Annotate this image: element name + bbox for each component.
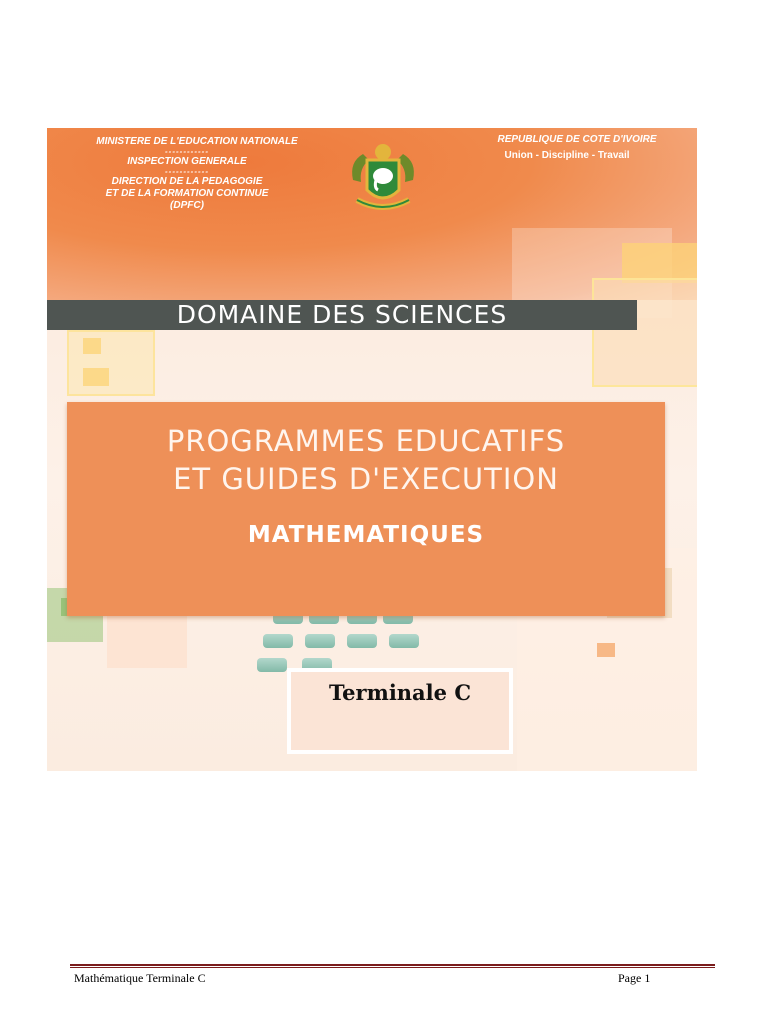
deco-square	[83, 368, 109, 386]
direction-line1: DIRECTION DE LA PEDAGOGIE	[111, 176, 263, 187]
separator: ------------	[165, 167, 209, 176]
footer-page-number: Page 1	[618, 971, 651, 985]
deco-square	[67, 330, 155, 396]
deco-square	[622, 243, 697, 283]
calculator-key	[347, 634, 377, 648]
domain-band	[47, 300, 637, 330]
deco-square	[592, 278, 697, 387]
inspection-name: INSPECTION GENERALE	[127, 156, 247, 167]
title-line-1: PROGRAMMES EDUCATIFS	[166, 424, 566, 458]
title-box	[67, 402, 665, 616]
ministry-block	[57, 136, 337, 212]
ministry-name: MINISTERE DE L'EDUCATION NATIONALE	[96, 136, 298, 147]
calculator-key	[305, 634, 335, 648]
direction-line2: ET DE LA FORMATION CONTINUE	[105, 188, 269, 199]
republic-block	[462, 134, 692, 162]
title-line-2: ET GUIDES D'EXECUTION	[173, 462, 559, 496]
calculator-key	[257, 658, 287, 672]
level-label: Terminale C	[328, 680, 472, 705]
deco-square	[597, 643, 615, 657]
subject-title: MATHEMATIQUES	[247, 522, 485, 548]
deco-square	[83, 338, 101, 354]
cover-page	[47, 128, 697, 771]
level-box	[287, 668, 513, 754]
deco-square	[107, 608, 187, 668]
coat-of-arms-icon	[343, 140, 423, 220]
republic-name: REPUBLIQUE DE COTE D'IVOIRE	[497, 134, 657, 145]
national-motto: Union - Discipline - Travail	[504, 150, 630, 161]
domain-title: DOMAINE DES SCIENCES	[176, 300, 508, 329]
calculator-key	[389, 634, 419, 648]
calculator-key	[263, 634, 293, 648]
footer-rule	[70, 964, 715, 966]
footer-rule	[70, 967, 715, 968]
footer-document-title: Mathématique Terminale C	[74, 971, 206, 985]
direction-line3: (DPFC)	[170, 200, 204, 211]
separator: ------------	[165, 147, 209, 156]
